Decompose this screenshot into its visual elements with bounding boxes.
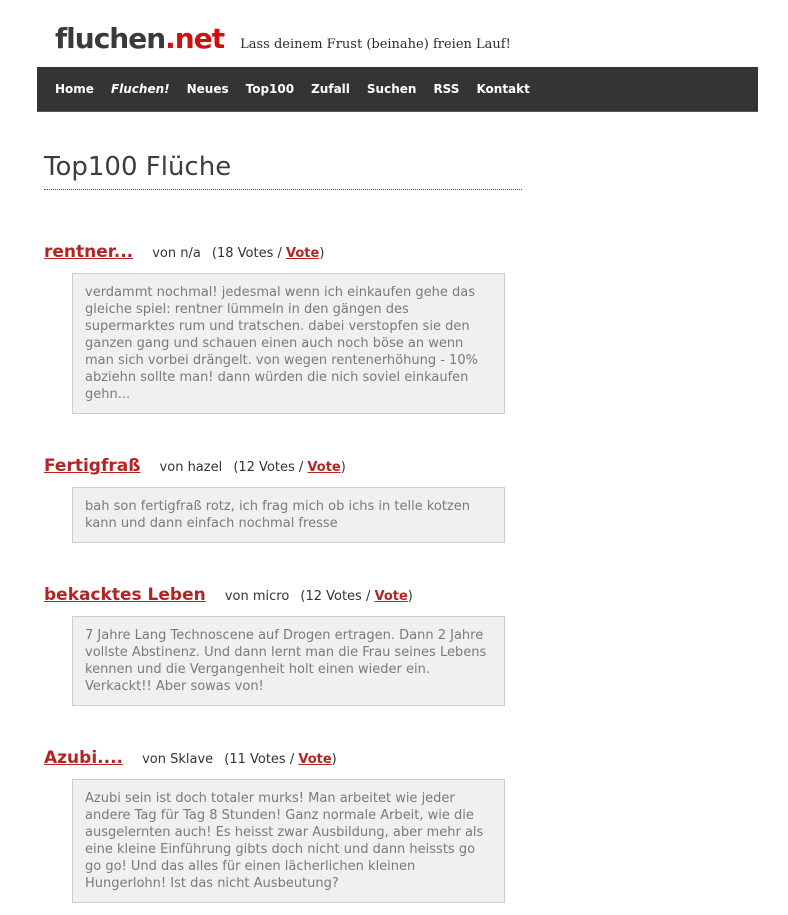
entry-text-box: bah son fertigfraß rotz, ich frag mich ob ichs in telle kotzen kann und dann einfach nochmal fresse bbox=[72, 487, 505, 543]
votes-text: (18 Votes / bbox=[211, 246, 287, 261]
nav-item-zufall[interactable]: Zufall bbox=[311, 82, 350, 96]
entry-text-box: Azubi sein ist doch totaler murks! Man arbeitet wie jeder andere Tag für Tag 8 Stunden! Ganz normale Arbeit, wie die ausgelernten auch! Es heisst zwar Ausbildung, aber mehr als eine kleine Einführung gibts doch nicht und dann heissts go go go! Und das alles für einen lächerlichen kleinen Hungerlohn! Ist das nicht Ausbeutung? bbox=[72, 779, 505, 903]
entry-header bbox=[44, 242, 788, 262]
entry-text-box: verdammt nochmal! jedesmal wenn ich einkaufen gehe das gleiche spiel: rentner lümmeln in den gängen des supermarktes rum und tratschen. dabei verstopfen sie den ganzen gang und schauen einen auch noch böse an wenn man sich vorbei drängelt. von wegen rentenerhöhung - 10% abziehn sollte man! dann würden die nich soviel einkaufen gehn... bbox=[72, 273, 505, 414]
votes-close: ) bbox=[319, 246, 325, 261]
entry-title-link[interactable]: Azubi.... bbox=[44, 748, 123, 768]
main-content bbox=[0, 152, 788, 915]
votes-close: ) bbox=[331, 752, 337, 767]
nav-item-home[interactable]: Home bbox=[55, 82, 94, 96]
vote-link[interactable]: Vote bbox=[286, 246, 320, 261]
nav-item-kontakt[interactable]: Kontakt bbox=[476, 82, 530, 96]
site-header bbox=[0, 0, 788, 67]
entry-author: von Sklave bbox=[142, 752, 214, 767]
entry-votes bbox=[212, 246, 325, 261]
votes-text: (12 Votes / bbox=[233, 460, 308, 475]
logo-name: fluchen bbox=[55, 22, 166, 55]
entry-header bbox=[44, 585, 788, 605]
entry-author: von hazel bbox=[159, 460, 223, 475]
votes-close: ) bbox=[340, 460, 346, 475]
entry-list bbox=[44, 242, 788, 903]
entry-title-link[interactable]: Fertigfraß bbox=[44, 456, 141, 476]
curse-entry bbox=[44, 242, 788, 414]
nav-item-top100[interactable]: Top100 bbox=[245, 82, 295, 96]
votes-close: ) bbox=[407, 589, 413, 604]
vote-link[interactable]: Vote bbox=[307, 460, 341, 475]
nav-item-suchen[interactable]: Suchen bbox=[366, 82, 417, 96]
logo-tld: .net bbox=[165, 22, 225, 55]
site-tagline: Lass deinem Frust (beinahe) freien Lauf! bbox=[240, 37, 511, 52]
nav-item-neues[interactable]: Neues bbox=[186, 82, 229, 96]
vote-link[interactable]: Vote bbox=[374, 589, 408, 604]
entry-author: von n/a bbox=[152, 246, 201, 261]
page-title: Top100 Flüche bbox=[44, 152, 522, 190]
entry-text-box: 7 Jahre Lang Technoscene auf Drogen ertragen. Dann 2 Jahre vollste Abstinenz. Und dann lernt man die Frau seines Lebens kennen und die Vergangenheit holt einen wieder ein. Verkackt!! Aber sowas von! bbox=[72, 616, 505, 706]
votes-text: (11 Votes / bbox=[224, 752, 299, 767]
curse-entry bbox=[44, 748, 788, 903]
entry-header bbox=[44, 748, 788, 768]
curse-entry bbox=[44, 585, 788, 706]
entry-title-link[interactable]: rentner... bbox=[44, 242, 134, 262]
entry-votes bbox=[224, 752, 337, 767]
vote-link[interactable]: Vote bbox=[298, 752, 332, 767]
entry-author: von micro bbox=[224, 589, 290, 604]
entry-votes bbox=[300, 589, 413, 604]
main-nav bbox=[37, 67, 758, 112]
entry-title-link[interactable]: bekacktes Leben bbox=[44, 585, 206, 605]
entry-header bbox=[44, 456, 788, 476]
site-logo[interactable] bbox=[55, 22, 224, 55]
votes-text: (12 Votes / bbox=[300, 589, 375, 604]
entry-votes bbox=[233, 460, 346, 475]
curse-entry bbox=[44, 456, 788, 543]
page-bottom-spacer bbox=[44, 903, 788, 915]
nav-item-rss[interactable]: RSS bbox=[433, 82, 460, 96]
nav-item-fluchen[interactable]: Fluchen! bbox=[110, 82, 170, 96]
